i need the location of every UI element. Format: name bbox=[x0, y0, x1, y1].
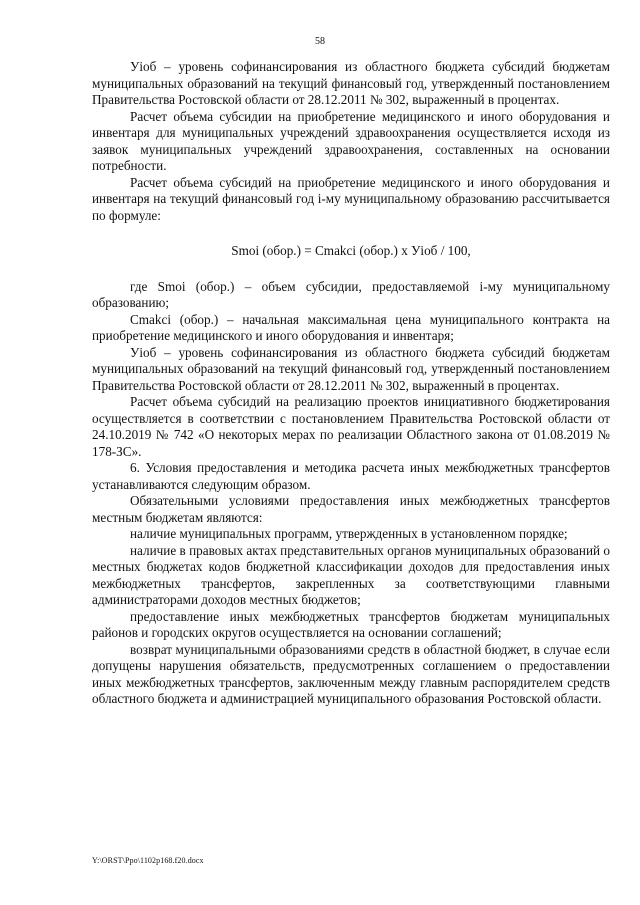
paragraph: Уiоб – уровень софинансирования из областного бюджета субсидий бюджетам муниципальных образований на текущий финансовый год, утвержденный постановлением Правительства Ростовской области от 28.12.2011 № 302, выраженный в процентах. bbox=[92, 344, 610, 393]
list-item: возврат муниципальными образованиями средств в областной бюджет, в случае если допущены нарушения обязательств, предусмотренных соглашением о предоставлении иных межбюджетных трансфертов, заключенным между главным распорядителем средств областного бюджета и администрацией муниципального образования Ростовской области. bbox=[92, 641, 610, 706]
list-item: наличие муниципальных программ, утвержденных в установленном порядке; bbox=[130, 526, 568, 541]
page-number: 58 bbox=[315, 36, 325, 47]
list-item: наличие в правовых актах представительных органов муниципальных образований о местных бюджетах кодов бюджетной классификации доходов для предоставления иных межбюджетных трансфертов, закрепленных за соответствующими главными администраторами доходов местных бюджетов; bbox=[92, 542, 610, 607]
paragraph: Уiоб – уровень софинансирования из областного бюджета субсидий бюджетам муниципальных образований на текущий финансовый год, утвержденный постановлением Правительства Ростовской области от 28.12.2011 № 302, выраженный в процентах. bbox=[92, 59, 610, 107]
document-body bbox=[92, 59, 610, 708]
formula: Smoi (обор.) = Cmakci (обор.) x Уiоб / 100, bbox=[231, 243, 471, 258]
paragraph: Расчет объема субсидий на реализацию проектов инициативного бюджетирования осуществляется в соответствии с постановлением Правительства Ростовской области от 24.10.2019 № 742 «О некоторых мерах по реализации Областного закона от 01.08.2019 № 178-ЗС». bbox=[92, 394, 610, 459]
section-heading-paragraph: 6. Условия предоставления и методика расчета иных межбюджетных трансфертов устанавливаются следующим образом. bbox=[92, 460, 610, 492]
paragraph: где Smoi (обор.) – объем субсидии, предоставляемой i-му муниципальному образованию; bbox=[92, 278, 610, 310]
paragraph: Расчет объема субсидии на приобретение медицинского и иного оборудования и инвентаря для муниципальных учреждений здравоохранения осуществляется исходя из заявок муниципальных учреждений здравоохранения, составленных на основании потребности. bbox=[92, 108, 610, 173]
footer-file-path: Y:\ORST\Ppo\1102p168.f20.docx bbox=[92, 856, 204, 865]
paragraph: Обязательными условиями предоставления иных межбюджетных трансфертов местным бюджетам являются: bbox=[92, 493, 610, 525]
paragraph: Расчет объема субсидий на приобретение медицинского и иного оборудования и инвентаря на текущий финансовый год i-му муниципальному образованию рассчитывается по формуле: bbox=[92, 174, 610, 223]
paragraph: Cmakci (обор.) – начальная максимальная цена муниципального контракта на приобретение медицинского и иного оборудования и инвентаря; bbox=[92, 311, 610, 343]
list-item: предоставление иных межбюджетных трансфертов бюджетам муниципальных районов и городских округов осуществляется на основании соглашений; bbox=[92, 608, 610, 640]
